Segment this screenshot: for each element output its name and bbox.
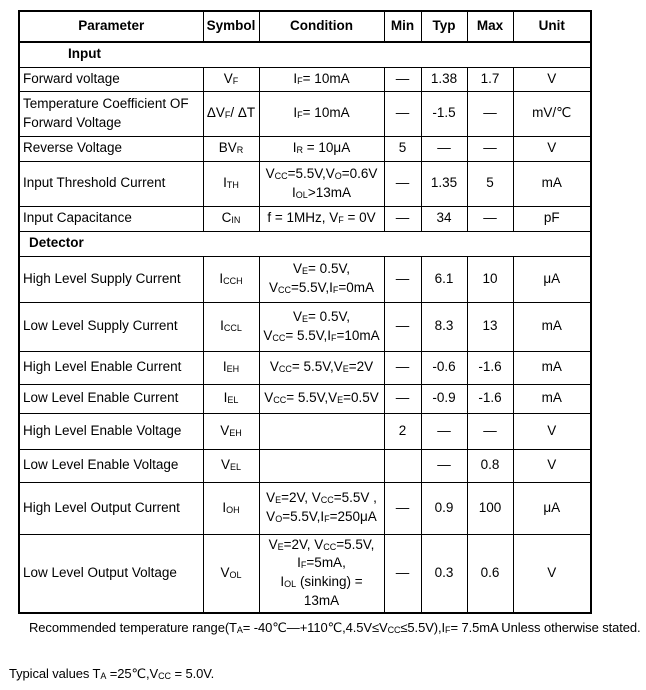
min-cell [384, 449, 421, 482]
header-row [19, 11, 591, 42]
symbol-cell: $I_{CCH}$ [203, 256, 259, 302]
typ-cell: 6.1 [421, 256, 467, 302]
max-cell: — [467, 206, 513, 231]
section-row-input [19, 42, 591, 67]
unit-cell: pF [513, 206, 591, 231]
unit-cell: μA [513, 482, 591, 534]
typ-cell: 8.3 [421, 302, 467, 351]
min-cell: 5 [384, 136, 421, 161]
min-cell: — [384, 91, 421, 136]
unit-cell: mA [513, 351, 591, 384]
typ-cell: 1.38 [421, 67, 467, 91]
unit-cell: V [513, 534, 591, 613]
condition-cell: $I_F= 10mA$ [259, 91, 384, 136]
table-row-temp-coefficient [19, 91, 591, 136]
unit-cell: V [513, 67, 591, 91]
parameter-cell: Low Level Output Voltage [19, 534, 203, 613]
footnote-recommended-range: Recommended temperature $range(T_A=$ $-40℃—+110℃,4.5V\le V_{CC}\le 5.5V),I_F= 7.5mA$ Unless otherwise stated. [29, 620, 641, 635]
typ-cell: 1.35 [421, 161, 467, 206]
max-cell: 0.6 [467, 534, 513, 613]
unit-cell: V [513, 413, 591, 449]
min-cell: — [384, 534, 421, 613]
symbol-cell: $I_{TH}$ [203, 161, 259, 206]
electrical-characteristics-table [18, 10, 592, 614]
typ-cell: -0.9 [421, 384, 467, 413]
parameter-cell: High Level Supply Current [19, 256, 203, 302]
min-cell: — [384, 161, 421, 206]
unit-cell: mA [513, 384, 591, 413]
condition-cell: $V_{CC}= 5.5V,V_E=2V$ [259, 351, 384, 384]
parameter-cell: High Level Output Current [19, 482, 203, 534]
parameter-cell: Reverse Voltage [19, 136, 203, 161]
max-cell: 13 [467, 302, 513, 351]
condition-cell: f = 1MHz, $V_F = 0V$ [259, 206, 384, 231]
max-cell: 100 [467, 482, 513, 534]
parameter-cell: Low Level Supply Current [19, 302, 203, 351]
table-row-reverse-voltage [19, 136, 591, 161]
symbol-cell: $V_{OL}$ [203, 534, 259, 613]
max-cell: — [467, 413, 513, 449]
typ-cell: -1.5 [421, 91, 467, 136]
col-header-unit: Unit [513, 11, 591, 42]
col-header-condition: Condition [259, 11, 384, 42]
parameter-cell: Input Threshold Current [19, 161, 203, 206]
section-label-input: Input [19, 42, 591, 67]
parameter-cell: Temperature Coefficient OF Forward Voltage [19, 91, 203, 136]
condition-cell: $V_{CC}=5.5V,V_O=0.6V$ $I_{OL}>13mA$ [259, 161, 384, 206]
min-cell: — [384, 206, 421, 231]
max-cell: -1.6 [467, 351, 513, 384]
unit-cell: μA [513, 256, 591, 302]
max-cell: 10 [467, 256, 513, 302]
table-row-low-level-enable-current [19, 384, 591, 413]
parameter-cell: Forward voltage [19, 67, 203, 91]
parameter-cell: Input Capacitance [19, 206, 203, 231]
unit-cell: V [513, 136, 591, 161]
symbol-cell: $I_{EH}$ [203, 351, 259, 384]
min-cell: 2 [384, 413, 421, 449]
symbol-cell: $V_F$ [203, 67, 259, 91]
condition-cell: $V_E= 0.5V$, $V_{CC}=5.5V,I_F=0mA$ [259, 256, 384, 302]
parameter-cell: Low Level Enable Current [19, 384, 203, 413]
typ-cell: — [421, 449, 467, 482]
table-row-low-level-output-voltage [19, 534, 591, 613]
condition-cell: $I_F= 10mA$ [259, 67, 384, 91]
symbol-cell: $I_{EL}$ [203, 384, 259, 413]
max-cell: — [467, 91, 513, 136]
table-row-high-level-enable-current [19, 351, 591, 384]
condition-cell: $V_{CC}= 5.5V,V_E=0.5V$ [259, 384, 384, 413]
symbol-cell: $C_{IN}$ [203, 206, 259, 231]
symbol-cell: $BV_R$ [203, 136, 259, 161]
max-cell: 5 [467, 161, 513, 206]
condition-cell: $V_E=2V$, $V_{CC}=5.5V$, $I_F=5mA$, $I_{OL}$ (sinking) = 13mA [259, 534, 384, 613]
typ-cell: — [421, 136, 467, 161]
typ-cell: — [421, 413, 467, 449]
table-row-high-level-enable-voltage [19, 413, 591, 449]
table-row-input-capacitance [19, 206, 591, 231]
unit-cell: mA [513, 302, 591, 351]
section-row-detector [19, 231, 591, 256]
symbol-cell: $V_{EL}$ [203, 449, 259, 482]
col-header-max: Max [467, 11, 513, 42]
condition-cell [259, 449, 384, 482]
typ-cell: -0.6 [421, 351, 467, 384]
min-cell: — [384, 67, 421, 91]
footnote-typical-values: Typical values $T_A$ $=25℃,V_{CC} = 5.0V$. [9, 666, 215, 681]
max-cell: — [467, 136, 513, 161]
col-header-parameter: Parameter [19, 11, 203, 42]
min-cell: — [384, 302, 421, 351]
condition-cell: $I_R = 10\mu A$ [259, 136, 384, 161]
min-cell: — [384, 351, 421, 384]
symbol-cell: $I_{OH}$ [203, 482, 259, 534]
min-cell: — [384, 384, 421, 413]
typ-cell: 0.9 [421, 482, 467, 534]
table-row-high-level-supply-current [19, 256, 591, 302]
condition-cell: $V_E= 0.5V$, $V_{CC}= 5.5V,I_F=10mA$ [259, 302, 384, 351]
max-cell: 1.7 [467, 67, 513, 91]
unit-cell: mA [513, 161, 591, 206]
parameter-cell: High Level Enable Voltage [19, 413, 203, 449]
min-cell: — [384, 256, 421, 302]
table-row-high-level-output-current [19, 482, 591, 534]
parameter-cell: High Level Enable Current [19, 351, 203, 384]
condition-cell: $V_E=2V$, $V_{CC}=5.5V$ , $V_O=5.5V,I_F=250\mu A$ [259, 482, 384, 534]
max-cell: -1.6 [467, 384, 513, 413]
typ-cell: 0.3 [421, 534, 467, 613]
symbol-cell: $V_{EH}$ [203, 413, 259, 449]
col-header-symbol: Symbol [203, 11, 259, 42]
col-header-min: Min [384, 11, 421, 42]
symbol-cell: $I_{CCL}$ [203, 302, 259, 351]
unit-cell: V [513, 449, 591, 482]
unit-cell: mV/℃ [513, 91, 591, 136]
table-row-low-level-supply-current [19, 302, 591, 351]
typ-cell: 34 [421, 206, 467, 231]
table-row-low-level-enable-voltage [19, 449, 591, 482]
table-row-input-threshold-current [19, 161, 591, 206]
col-header-typ: Typ [421, 11, 467, 42]
condition-cell [259, 413, 384, 449]
min-cell: — [384, 482, 421, 534]
max-cell: 0.8 [467, 449, 513, 482]
table-row-forward-voltage [19, 67, 591, 91]
section-label-detector: Detector [19, 231, 591, 256]
parameter-cell: Low Level Enable Voltage [19, 449, 203, 482]
symbol-cell: $\Delta V_F/$ ΔT [203, 91, 259, 136]
